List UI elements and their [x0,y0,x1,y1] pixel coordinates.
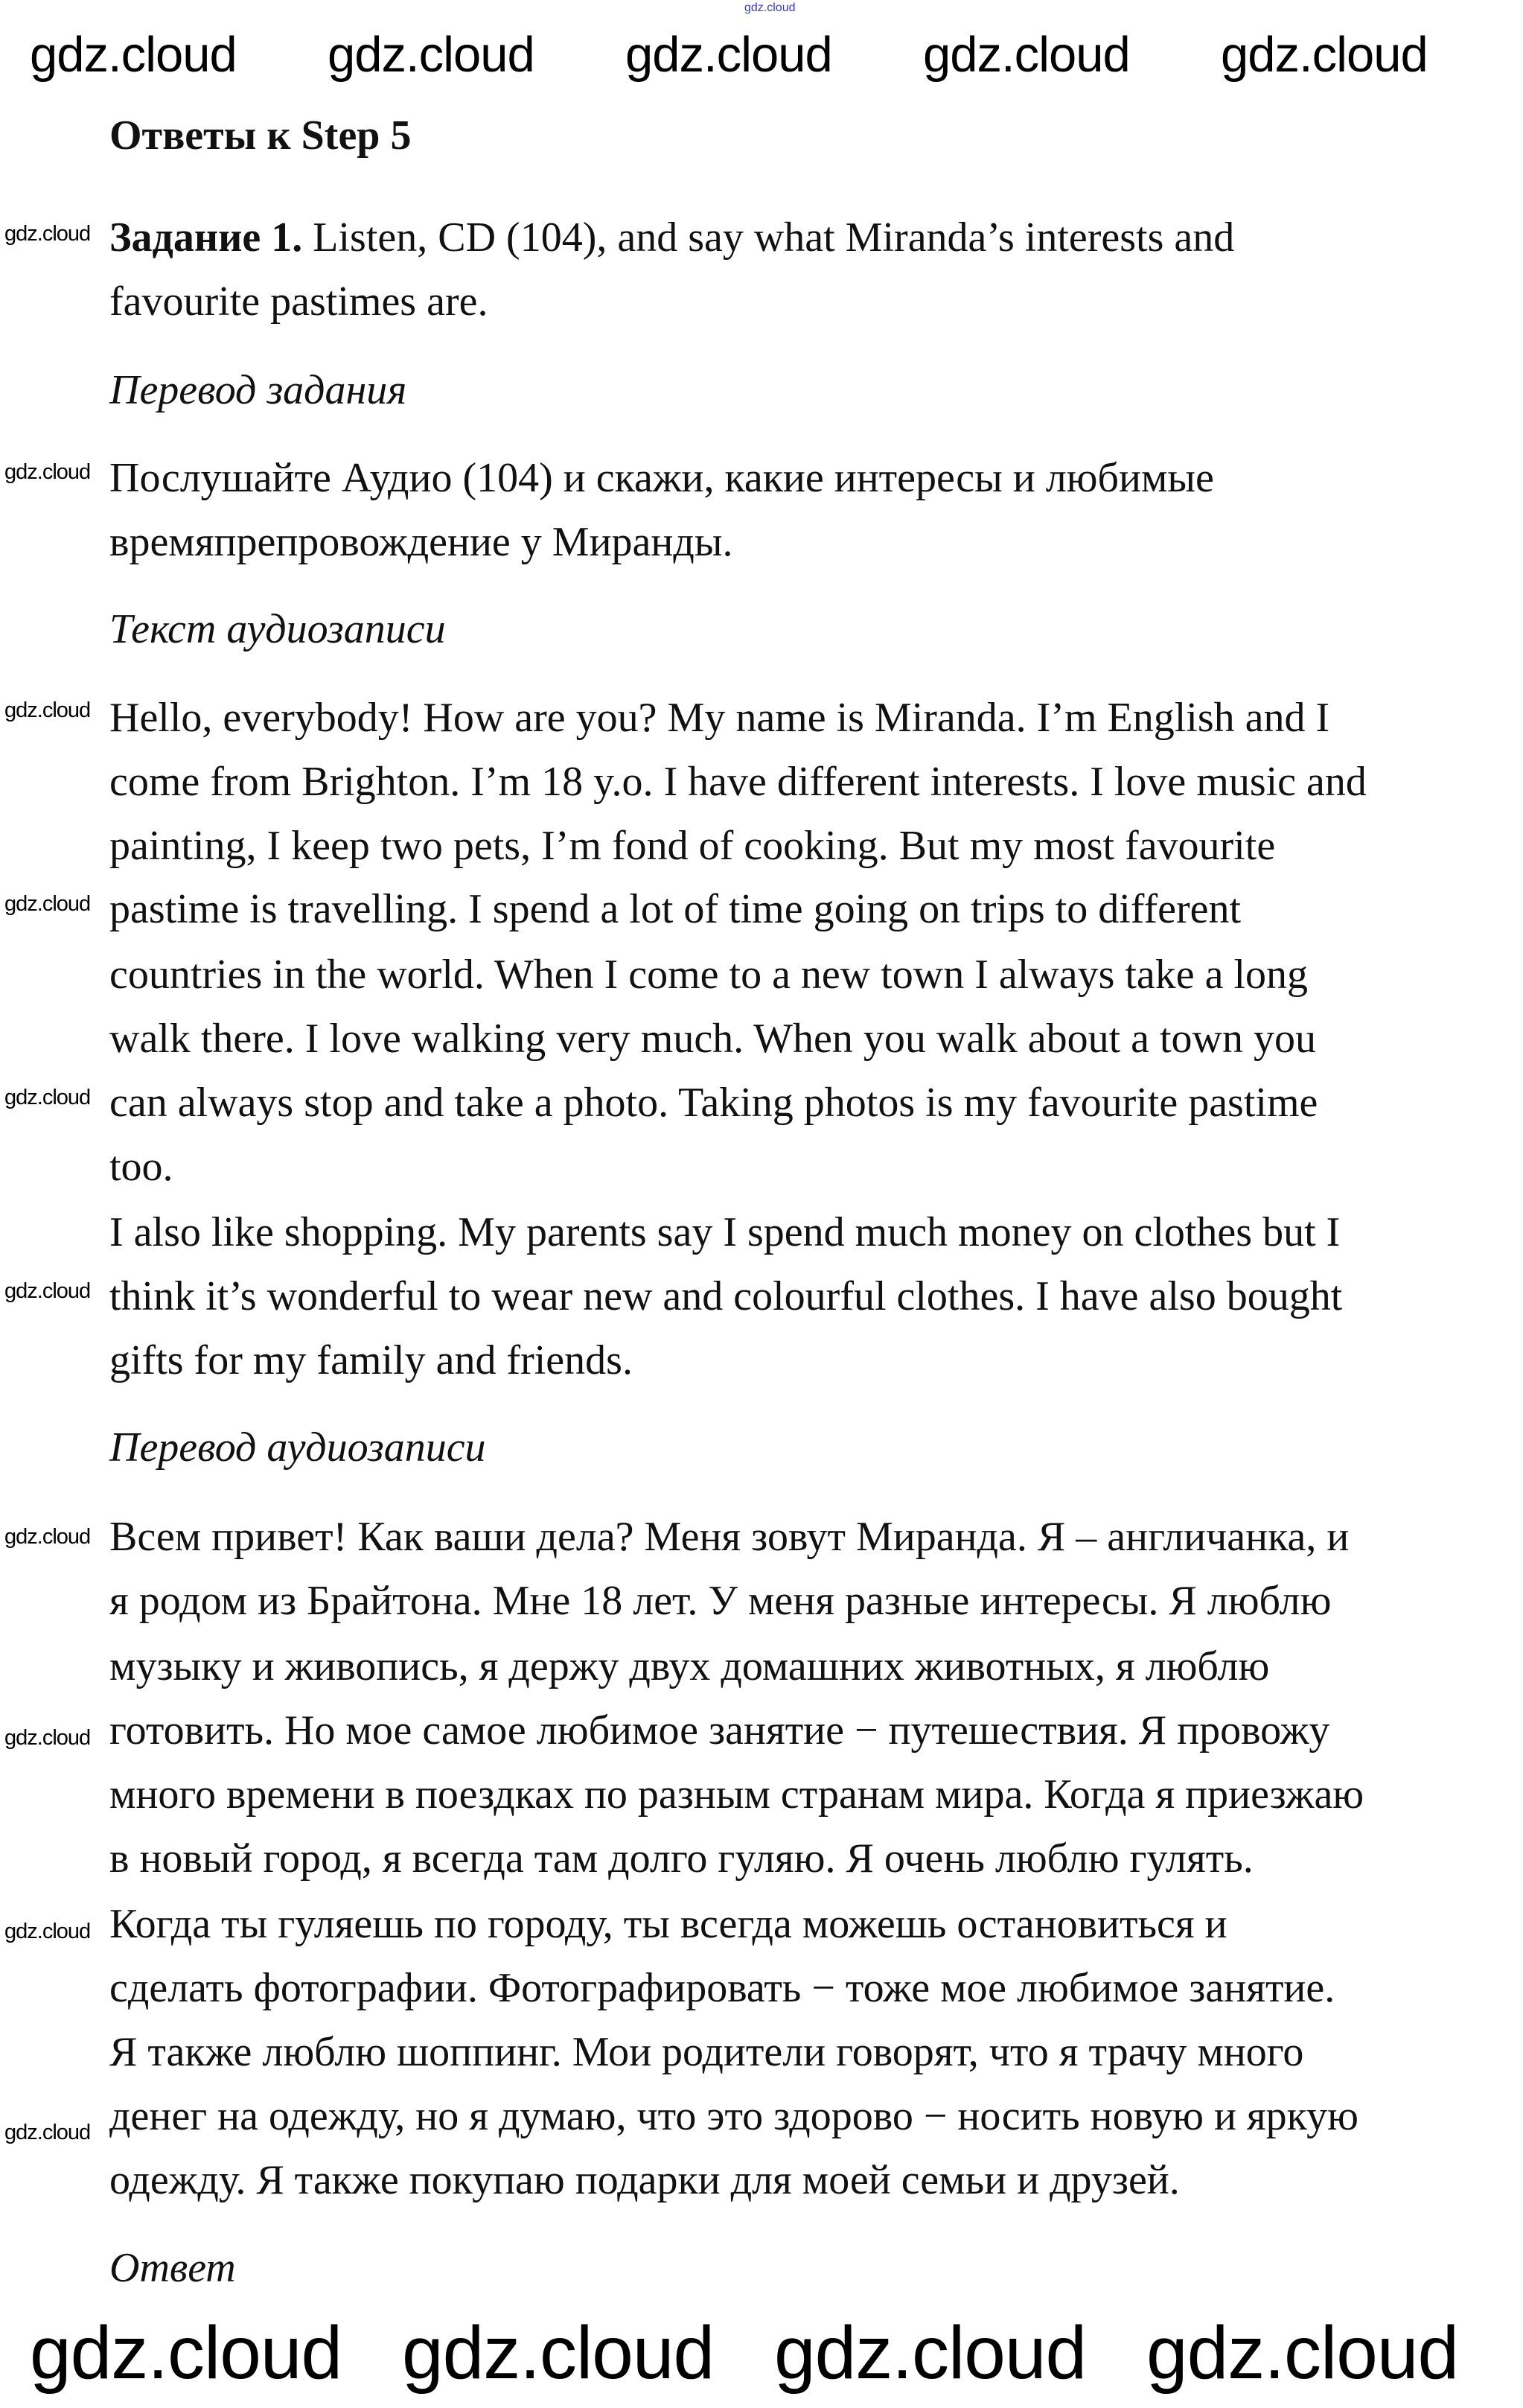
watermark: gdz.cloud [1221,27,1428,83]
watermark: gdz.cloud [30,2311,342,2395]
watermark: gdz.cloud [4,1279,91,1303]
watermark: gdz.cloud [4,892,91,916]
watermark: gdz.cloud [402,2311,715,2395]
audio-translation-line: в новый город, я всегда там долго гуляю. Я очень люблю гулять. [109,1835,1254,1882]
task-line-1 [109,214,1234,261]
watermark: gdz.cloud [4,1086,91,1109]
audio-translation-line: Когда ты гуляешь по городу, ты всегда можешь остановиться и [109,1901,1227,1947]
watermark: gdz.cloud [774,2311,1087,2395]
audio-translation-line: сделать фотографии. Фотографировать − тоже мое любимое занятие. [109,1965,1335,2011]
audio-text-line: countries in the world. When I come to a new town I always take a long [109,952,1309,998]
watermark: gdz.cloud [4,460,91,484]
task-translation-heading: Перевод задания [109,367,407,413]
audio-text-line: can always stop and take a photo. Taking photos is my favourite pastime [109,1080,1318,1126]
audio-translation-line: я родом из Брайтона. Мне 18 лет. У меня разные интересы. Я люблю [109,1578,1332,1624]
task-text: Listen, CD (104), and say what Miranda’s interests and [313,214,1235,261]
header-watermark: gdz.cloud [744,1,796,14]
audio-translation-line: музыку и живопись, я держу двух домашних животных, я люблю [109,1643,1270,1689]
watermark: gdz.cloud [328,27,534,83]
watermark: gdz.cloud [4,1525,91,1549]
audio-text-line: pastime is travelling. I spend a lot of time going on trips to different [109,886,1242,932]
task-translation-line: времяпрепровождение у Миранды. [109,519,733,565]
audio-translation-line: много времени в поездках по разным странам мира. Когда я приезжаю [109,1771,1364,1818]
audio-text-heading: Текст аудиозаписи [109,606,446,652]
audio-translation-line: денег на одежду, но я думаю, что это здорово − носить новую и яркую [109,2093,1358,2139]
watermark: gdz.cloud [625,27,832,83]
audio-translation-line: Всем привет! Как ваши дела? Меня зовут Миранда. Я – англичанка, и [109,1514,1350,1560]
task-label: Задание 1. [109,214,303,261]
task-line-2: favourite pastimes are. [109,278,488,325]
watermark: gdz.cloud [4,2121,91,2144]
audio-text-line: too. [109,1144,173,1190]
audio-translation-heading: Перевод аудиозаписи [109,1424,486,1471]
answer-heading: Ответ [109,2245,236,2291]
watermark: gdz.cloud [4,1726,91,1750]
watermark: gdz.cloud [4,1920,91,1943]
watermark: gdz.cloud [30,27,237,83]
watermark: gdz.cloud [4,698,91,722]
audio-translation-line: готовить. Но мое самое любимое занятие − путешествия. Я провожу [109,1707,1330,1754]
watermark: gdz.cloud [923,27,1130,83]
watermark: gdz.cloud [1146,2311,1459,2395]
task-translation-line: Послушайте Аудио (104) и скажи, какие интересы и любимые [109,455,1214,501]
audio-text-line: Hello, everybody! How are you? My name is Miranda. I’m English and I [109,695,1330,741]
audio-translation-line: Я также люблю шоппинг. Мои родители говорят, что я трачу много [109,2029,1304,2075]
audio-text-line: think it’s wonderful to wear new and colourful clothes. I have also bought [109,1273,1343,1319]
audio-text-line: painting, I keep two pets, I’m fond of cooking. But my most favourite [109,823,1276,869]
audio-translation-line: одежду. Я также покупаю подарки для моей семьи и друзей. [109,2157,1180,2203]
page-title: Ответы к Step 5 [109,112,412,159]
audio-text-line: walk there. I love walking very much. When you walk about a town you [109,1016,1316,1062]
audio-text-line: come from Brighton. I’m 18 y.o. I have different interests. I love music and [109,759,1367,805]
audio-text-line: I also like shopping. My parents say I spend much money on clothes but I [109,1209,1341,1255]
watermark: gdz.cloud [4,222,91,246]
audio-text-line: gifts for my family and friends. [109,1337,633,1383]
